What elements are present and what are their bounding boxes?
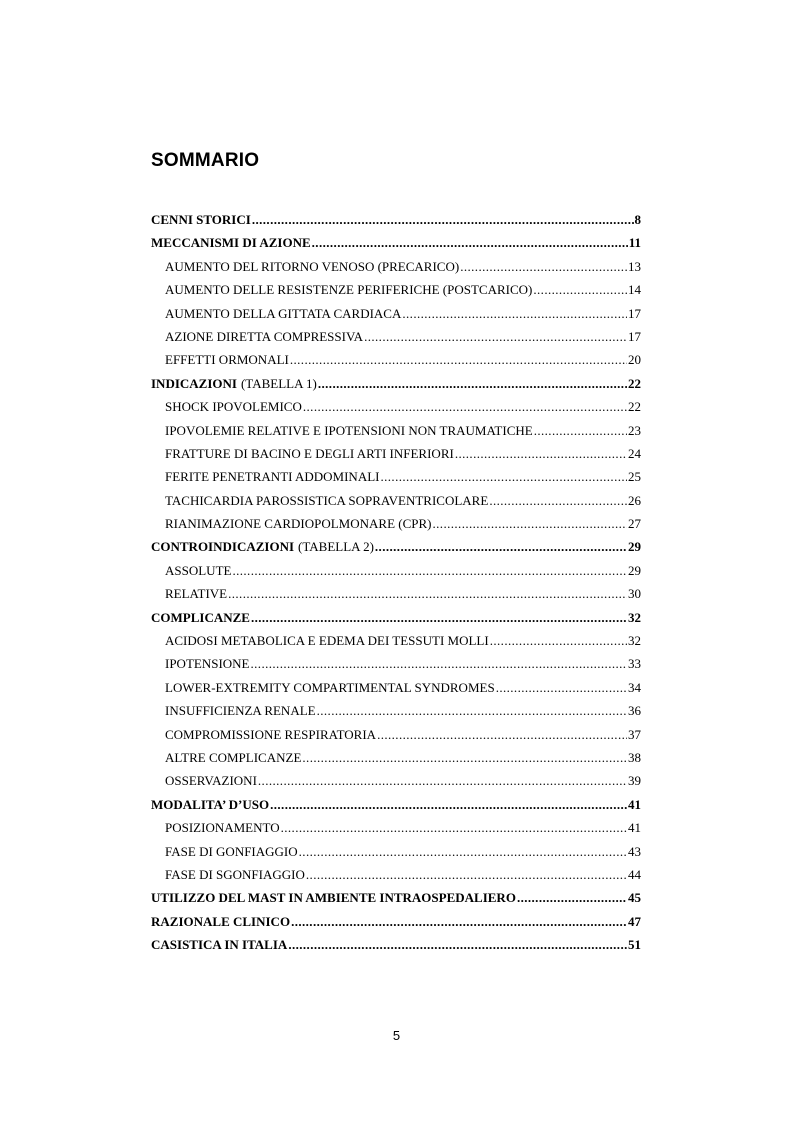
toc-entry[interactable]	[151, 306, 641, 329]
toc-entry-title: IPOTENSIONE	[165, 656, 250, 672]
toc-entry-title: RAZIONALE CLINICO	[151, 913, 291, 929]
toc-entry-note: (TABELLA 1)	[240, 375, 317, 391]
toc-entry-title: CENNI STORICI	[151, 212, 251, 227]
toc-entry[interactable]	[151, 399, 641, 422]
toc-entry[interactable]	[151, 633, 641, 656]
toc-entry-page: 30	[628, 586, 641, 602]
dot-leader	[251, 610, 627, 626]
toc-entry-page: 51	[628, 937, 641, 953]
toc-entry-title: COMPROMISSIONE RESPIRATORIA	[165, 726, 377, 742]
dot-leader	[460, 259, 627, 275]
toc-entry-page: 14	[628, 282, 641, 298]
toc-entry-page: 22	[628, 399, 641, 415]
page-title: SOMMARIO	[151, 150, 260, 171]
toc-entry-page: 29	[628, 562, 641, 578]
dot-leader	[433, 516, 628, 532]
toc-entry-page: 32	[628, 609, 641, 625]
toc-entry-title: RELATIVE	[165, 586, 228, 602]
toc-entry-title: MECCANISMI DI AZIONE	[151, 235, 311, 251]
toc-entry[interactable]	[151, 539, 641, 562]
table-of-contents	[151, 212, 641, 961]
toc-entry-title: AZIONE DIRETTA COMPRESSIVA	[165, 328, 364, 344]
toc-entry-title: TACHICARDIA PAROSSISTICA SOPRAVENTRICOLARE	[165, 492, 489, 508]
toc-entry-title: FASE DI GONFIAGGIO	[165, 843, 298, 859]
toc-entry[interactable]	[151, 727, 641, 750]
toc-entry-title: AUMENTO DEL RITORNO VENOSO (PRECARICO)	[165, 258, 460, 274]
toc-entry-title: CONTROINDICAZIONI	[151, 539, 295, 555]
toc-entry-title: FASE DI SGONFIAGGIO	[165, 866, 305, 882]
toc-entry[interactable]	[151, 890, 641, 913]
dot-leader	[402, 306, 627, 322]
toc-entry-page: 23	[628, 422, 641, 438]
toc-entry-title: ASSOLUTE	[165, 562, 232, 578]
page-number: 5	[392, 1028, 401, 1043]
dot-leader	[270, 797, 627, 813]
toc-entry[interactable]	[151, 446, 641, 469]
toc-entry[interactable]	[151, 352, 641, 375]
toc-entry-page: 25	[628, 469, 641, 485]
toc-entry[interactable]	[151, 680, 641, 703]
toc-entry-title: FRATTURE DI BACINO E DEGLI ARTI INFERIORI	[165, 445, 454, 461]
toc-entry[interactable]	[151, 423, 641, 446]
dot-leader	[312, 235, 628, 251]
toc-entry-page: 45	[628, 890, 641, 906]
toc-entry-title: FERITE PENETRANTI ADDOMINALI	[165, 469, 380, 485]
dot-leader	[299, 844, 627, 860]
toc-entry-title: INDICAZIONI	[151, 375, 237, 391]
toc-entry-page: 20	[628, 352, 641, 368]
toc-entry-page: 37	[628, 726, 641, 742]
toc-entry[interactable]	[151, 235, 641, 258]
toc-entry-page: 39	[628, 773, 641, 789]
toc-entry-page: 33	[628, 656, 641, 672]
toc-entry-note: (TABELLA 2)	[298, 539, 374, 555]
toc-entry[interactable]	[151, 469, 641, 492]
toc-entry-title: CASISTICA IN ITALIA	[151, 937, 288, 953]
toc-entry-title: COMPLICANZE	[151, 609, 250, 625]
toc-entry-page: 8	[634, 212, 641, 227]
dot-leader	[228, 586, 627, 602]
dot-leader	[377, 727, 627, 743]
toc-entry-page: 41	[628, 820, 641, 836]
toc-entry[interactable]	[151, 820, 641, 843]
toc-entry-page: 29	[628, 539, 641, 555]
toc-entry-title: AUMENTO DELLA GITTATA CARDIACA	[165, 305, 402, 321]
toc-entry-title: RIANIMAZIONE CARDIOPOLMONARE (CPR)	[165, 516, 432, 532]
toc-entry[interactable]	[151, 212, 641, 235]
dot-leader	[380, 469, 627, 485]
toc-entry[interactable]	[151, 937, 641, 960]
toc-entry[interactable]	[151, 563, 641, 586]
toc-entry-page: 32	[628, 633, 641, 649]
toc-entry-title: INSUFFICIENZA RENALE	[165, 703, 316, 719]
toc-entry[interactable]	[151, 656, 641, 679]
toc-entry[interactable]	[151, 610, 641, 633]
toc-entry-title: UTILIZZO DEL MAST IN AMBIENTE INTRAOSPEDALIERO	[151, 890, 516, 906]
toc-entry-page: 43	[628, 843, 641, 859]
toc-entry-page: 22	[628, 375, 641, 391]
dot-leader	[317, 703, 627, 719]
toc-entry-title: LOWER-EXTREMITY COMPARTIMENTAL SYNDROMES	[165, 679, 495, 695]
toc-entry-page: 38	[628, 749, 641, 765]
toc-entry-page: 47	[628, 913, 641, 929]
toc-entry-title: OSSERVAZIONI	[165, 773, 257, 789]
dot-leader	[306, 867, 627, 883]
toc-entry-page: 11	[628, 235, 641, 251]
toc-entry-page: 17	[628, 328, 641, 344]
toc-entry-page: 17	[628, 305, 641, 321]
dot-leader	[533, 282, 627, 298]
dot-leader	[496, 680, 627, 696]
toc-entry-page: 44	[628, 866, 641, 882]
toc-entry-title: EFFETTI ORMONALI	[165, 352, 289, 368]
toc-entry[interactable]	[151, 259, 641, 282]
dot-leader	[364, 329, 627, 345]
toc-entry-page: 13	[628, 258, 641, 274]
toc-entry-title: ACIDOSI METABOLICA E EDEMA DEI TESSUTI MOLLI	[165, 633, 489, 649]
toc-entry[interactable]	[151, 282, 641, 305]
toc-entry-title: AUMENTO DELLE RESISTENZE PERIFERICHE (POSTCARICO)	[165, 282, 533, 298]
dot-leader	[232, 563, 627, 579]
toc-entry-page: 34	[628, 679, 641, 695]
toc-entry[interactable]	[151, 797, 641, 820]
dot-leader	[302, 750, 627, 766]
toc-entry-title: SHOCK IPOVOLEMICO	[165, 399, 302, 415]
dot-leader	[288, 937, 627, 953]
toc-entry-page: 41	[628, 796, 641, 812]
dot-leader	[375, 539, 627, 555]
dot-leader	[258, 773, 627, 789]
toc-entry[interactable]	[151, 493, 641, 516]
dot-leader	[534, 423, 627, 439]
toc-entry-page: 36	[628, 703, 641, 719]
toc-entry[interactable]	[151, 376, 641, 399]
toc-entry-page: 26	[628, 492, 641, 508]
dot-leader	[517, 890, 627, 906]
toc-entry[interactable]	[151, 516, 641, 539]
toc-entry[interactable]	[151, 750, 641, 773]
toc-entry[interactable]	[151, 844, 641, 867]
dot-leader	[455, 446, 627, 462]
toc-entry[interactable]	[151, 703, 641, 726]
dot-leader	[252, 212, 634, 228]
dot-leader	[290, 352, 627, 368]
toc-entry[interactable]	[151, 867, 641, 890]
dot-leader	[303, 399, 627, 415]
toc-entry-title: POSIZIONAMENTO	[165, 820, 280, 836]
toc-entry[interactable]	[151, 586, 641, 609]
dot-leader	[291, 914, 627, 930]
dot-leader	[489, 493, 627, 509]
toc-entry-page: 27	[628, 516, 641, 532]
toc-entry-title: ALTRE COMPLICANZE	[165, 749, 302, 765]
toc-entry[interactable]	[151, 773, 641, 796]
toc-entry-title: MODALITA’ D’USO	[151, 796, 270, 812]
toc-entry[interactable]	[151, 914, 641, 937]
dot-leader	[251, 656, 628, 672]
toc-entry[interactable]	[151, 329, 641, 352]
dot-leader	[490, 633, 627, 649]
toc-entry-title: IPOVOLEMIE RELATIVE E IPOTENSIONI NON TRAUMATICHE	[165, 422, 533, 438]
dot-leader	[318, 376, 627, 392]
dot-leader	[281, 820, 627, 836]
toc-entry-page: 24	[628, 445, 641, 461]
